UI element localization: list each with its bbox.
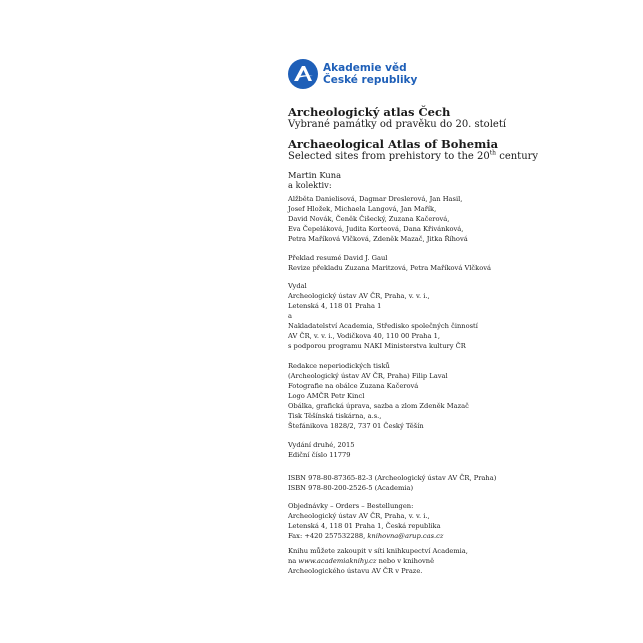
- isbn-line: ISBN 978-80-200-2526-5 (Academia): [288, 484, 414, 492]
- czech-title: Archeologický atlas Čech: [288, 105, 451, 119]
- orders-fax-line: [288, 531, 628, 541]
- orders-line: Archeologický ústav AV ČR, Praha, v. v. i.,: [288, 512, 430, 520]
- english-title: Archaeological Atlas of Bohemia: [288, 137, 499, 151]
- english-subtitle-text: Selected sites from prehistory to the 20: [288, 151, 490, 162]
- contributor-line: Josef Hložek, Michaela Langová, Jan Mařík,: [288, 205, 437, 213]
- editing-line: (Archeologický ústav AV ČR, Praha) Filip Laval: [288, 372, 448, 380]
- edition-line: Vydání druhé, 2015: [288, 441, 355, 449]
- shop-line: [288, 556, 628, 566]
- shop-line: Knihu můžete zakoupit v síti knihkupectví Academia,: [288, 547, 468, 555]
- contributors-list: [288, 194, 628, 244]
- academy-logo-text: [323, 62, 417, 87]
- logo-line-1: Akademie věd: [323, 61, 407, 74]
- orders-line: Letenská 4, 118 01 Praha 1, Česká republika: [288, 522, 441, 530]
- publisher-line: Vydal: [288, 282, 307, 290]
- shop-text: na: [288, 557, 299, 565]
- english-subtitle: [288, 151, 628, 163]
- editing-line: Logo AMČR Petr Kincl: [288, 392, 365, 400]
- orders-info: [288, 501, 628, 541]
- fax-text: Fax: +420 257532288,: [288, 532, 368, 540]
- czech-title-block: [288, 106, 628, 131]
- shop-line: Archeologického ústavu AV ČR v Praze.: [288, 567, 423, 575]
- email-link[interactable]: knihovna@arup.cas.cz: [367, 532, 444, 540]
- editing-credits: [288, 361, 628, 431]
- academy-logo: [288, 59, 417, 89]
- english-title-block: [288, 138, 628, 163]
- english-subtitle-end: century: [496, 151, 539, 162]
- editing-line: Obálka, grafická úprava, sazba a zlom Zdeněk Mazač: [288, 402, 469, 410]
- edition-info: [288, 440, 628, 460]
- logo-line-2: České republiky: [323, 74, 418, 86]
- academy-a-icon: [288, 59, 318, 89]
- author-collective: a kolektiv:: [288, 180, 332, 190]
- publisher-line: Archeologický ústav AV ČR, Praha, v. v. i.,: [288, 292, 430, 300]
- author-block: [288, 170, 628, 190]
- editing-line: Redakce neperiodických tisků: [288, 362, 390, 370]
- publisher-line: s podporou programu NAKI Ministerstva kultury ČR: [288, 342, 466, 350]
- isbn-info: [288, 473, 628, 493]
- translation-line: Překlad resumé David J. Gaul: [288, 254, 388, 262]
- contributor-line: Eva Čepeláková, Judita Korteová, Dana Křivánková,: [288, 225, 464, 233]
- contributor-line: Petra Maříková Vlčková, Zdeněk Mazač, Jitka Říhová: [288, 235, 468, 243]
- publisher-line: Nakladatelství Academia, Středisko společných činností: [288, 322, 478, 330]
- translation-line: Revize překladu Zuzana Maritzová, Petra Maříková Vlčková: [288, 264, 492, 272]
- shop-text: nebo v knihovně: [376, 557, 435, 565]
- english-subtitle-sup: th: [489, 149, 497, 157]
- edition-line: Ediční číslo 11779: [288, 451, 351, 459]
- shop-info: [288, 546, 628, 576]
- editing-line: Fotografie na obálce Zuzana Kačerová: [288, 382, 419, 390]
- czech-subtitle: Vybrané památky od pravěku do 20. století: [288, 119, 507, 130]
- contributor-line: David Novák, Čeněk Čišecký, Zuzana Kačerová,: [288, 215, 450, 223]
- contributor-line: Alžběta Danielisová, Dagmar Dreslerová, Jan Hasil,: [288, 195, 463, 203]
- isbn-line: ISBN 978-80-87365-82-3 (Archeologický ústav AV ČR, Praha): [288, 474, 497, 482]
- publisher-line: AV ČR, v. v. i., Vodičkova 40, 110 00 Praha 1,: [288, 332, 440, 340]
- orders-line: Objednávky – Orders – Bestellungen:: [288, 502, 414, 510]
- publisher-line: Letenská 4, 118 01 Praha 1: [288, 302, 382, 310]
- editing-line: Štefánikova 1828/2, 737 01 Český Těšín: [288, 422, 424, 430]
- publisher-line: a: [288, 312, 292, 320]
- publisher-info: [288, 281, 628, 351]
- author-name: Martin Kuna: [288, 170, 342, 180]
- editing-line: Tisk Těšínská tiskárna, a.s.,: [288, 412, 382, 420]
- website-link[interactable]: www.academiaknihy.cz: [298, 557, 377, 565]
- translation-credits: [288, 253, 628, 273]
